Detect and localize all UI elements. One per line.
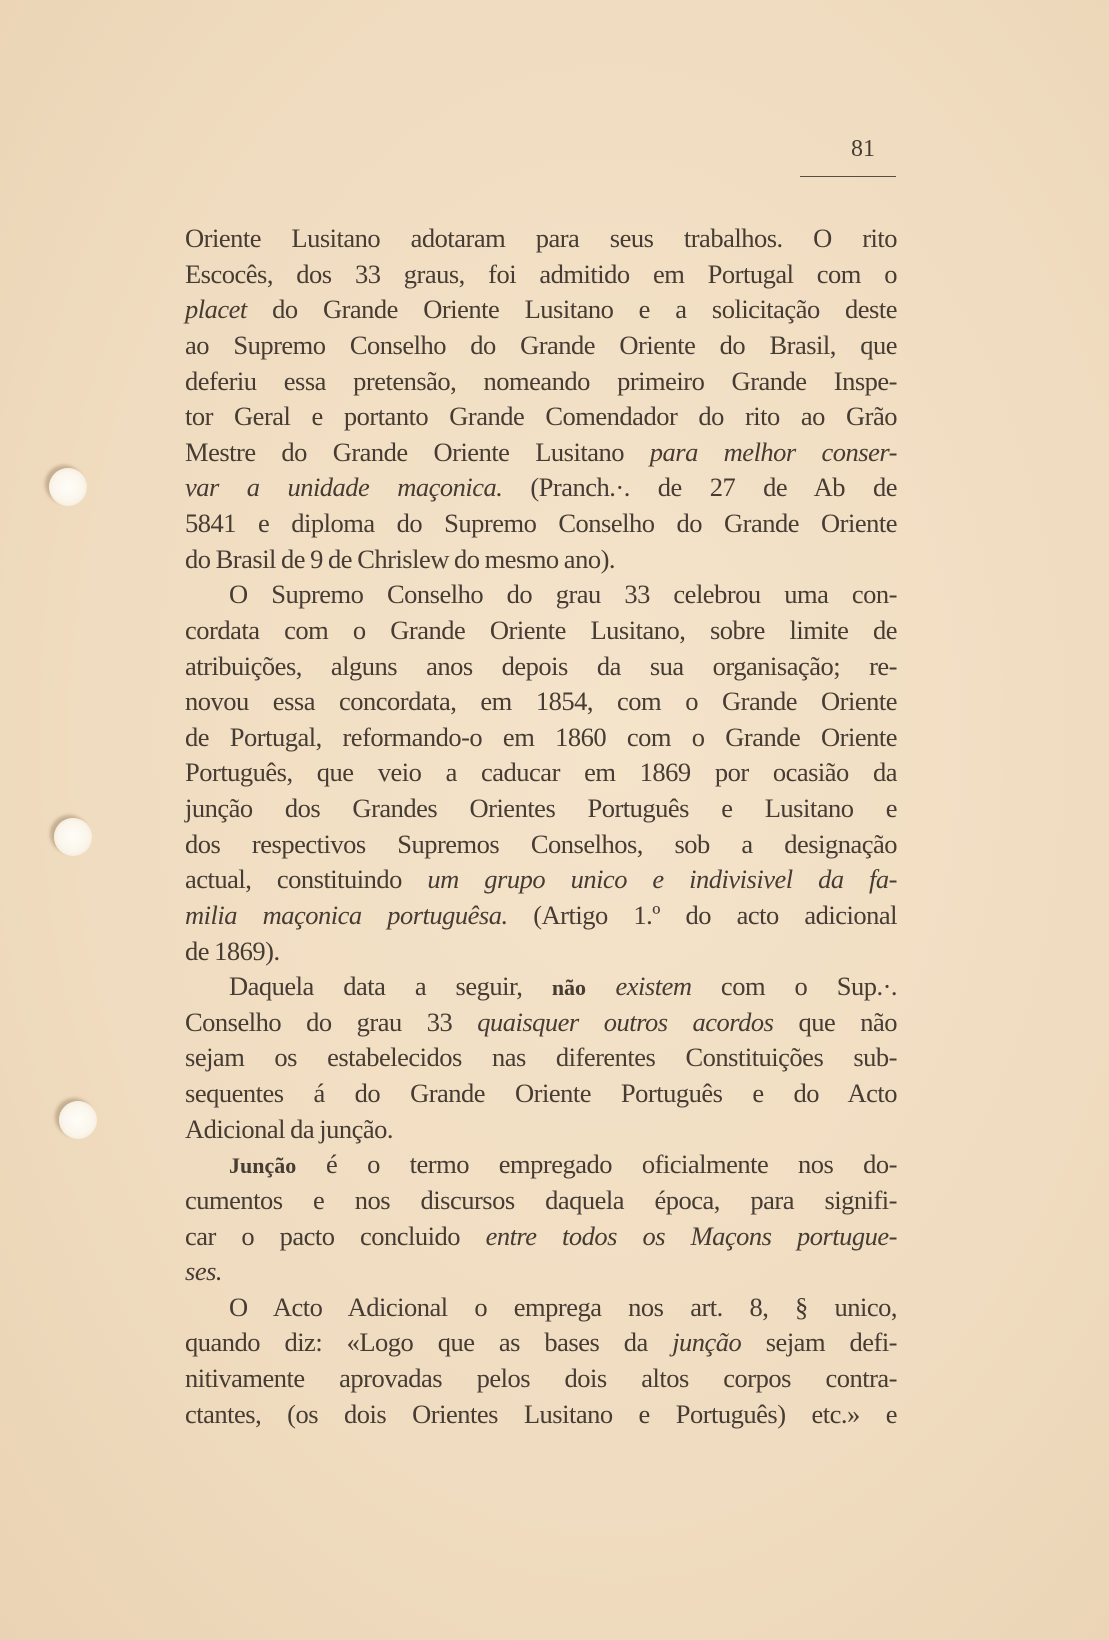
- page-number: 81: [851, 136, 875, 162]
- text-line: [185, 1361, 897, 1397]
- text-segment: do Grande Oriente Lusitano e a solicitação deste: [246, 294, 897, 325]
- page-number-rule: [800, 176, 896, 177]
- italic-text: milia maçonica portuguêsa.: [185, 899, 508, 930]
- italic-text: junção: [672, 1327, 742, 1358]
- italic-text: um grupo unico e indivisivel da fa-: [427, 864, 897, 895]
- text-segment: do Brasil de 9 de Chrislew do mesmo ano).: [185, 543, 616, 574]
- text-segment: ctantes, (os dois Orientes Lusitano e Português) etc.» e: [185, 1398, 897, 1429]
- italic-text: entre todos os Maçons portugue-: [485, 1220, 897, 1251]
- text-line: [185, 1325, 897, 1361]
- text-line: [185, 1254, 897, 1290]
- italic-text: existem: [615, 971, 692, 1002]
- italic-text: placet: [185, 294, 247, 325]
- text-segment: com o Sup.·.: [691, 971, 898, 1002]
- text-line: [185, 257, 897, 293]
- italic-text: ses.: [185, 1256, 223, 1287]
- text-line: [185, 969, 897, 1005]
- text-segment: (Artigo 1.º do acto adicional: [507, 899, 897, 930]
- text-segment: ao Supremo Conselho do Grande Oriente do Brasil, que: [185, 329, 897, 360]
- text-line: [185, 755, 897, 791]
- text-segment: nitivamente aprovadas pelos dois altos corpos contra-: [185, 1363, 897, 1393]
- text-segment: quando diz: «Logo que as bases da: [185, 1327, 673, 1358]
- text-line: [185, 1040, 897, 1076]
- italic-text: para melhor conser-: [649, 436, 897, 467]
- text-segment: O Acto Adicional o emprega nos art. 8, § unico,: [229, 1291, 897, 1322]
- punch-hole: [59, 1101, 97, 1139]
- text-line: [185, 364, 897, 400]
- italic-text: var a unidade maçonica.: [185, 472, 503, 503]
- text-line: [185, 292, 897, 328]
- text-segment: Escocês, dos 33 graus, foi admitido em Portugal com o: [185, 258, 897, 289]
- text-segment: tor Geral e portanto Grande Comendador do rito ao Grão: [185, 401, 897, 432]
- text-segment: deferiu essa pretensão, nomeando primeiro Grande Inspe-: [185, 365, 897, 396]
- text-segment: Português, que veio a caducar em 1869 por ocasião da: [185, 757, 897, 788]
- text-segment: Daquela data a seguir,: [229, 971, 552, 1002]
- text-line: [185, 399, 897, 435]
- text-line: [185, 1076, 897, 1112]
- text-segment: Mestre do Grande Oriente Lusitano: [185, 436, 650, 467]
- text-line: [185, 934, 897, 970]
- text-line: [185, 1397, 897, 1433]
- text-segment: é o termo empregado oficialmente nos do-: [296, 1149, 897, 1180]
- text-segment: actual, constituindo: [185, 864, 428, 895]
- body-text: [185, 221, 897, 1432]
- text-line: [185, 506, 897, 542]
- bold-text: Junção: [229, 1153, 297, 1179]
- text-line: [185, 827, 897, 863]
- text-segment: dos respectivos Supremos Conselhos, sob a designação: [185, 828, 897, 859]
- text-line: [185, 791, 897, 827]
- text-line: [185, 898, 897, 934]
- text-line: [185, 613, 897, 649]
- text-line: [185, 470, 897, 506]
- text-segment: atribuições, alguns anos depois da sua organisação; re-: [185, 650, 897, 681]
- text-line: [185, 1147, 897, 1183]
- text-segment: Adicional da junção.: [185, 1113, 394, 1144]
- punch-hole: [49, 468, 87, 506]
- bold-text: não: [551, 975, 587, 1001]
- text-line: [185, 1005, 897, 1041]
- text-segment: de 1869).: [185, 935, 280, 966]
- text-segment: 5841 e diploma do Supremo Conselho do Grande Oriente: [185, 508, 897, 538]
- text-segment: sejam defi-: [741, 1327, 898, 1358]
- text-segment: de Portugal, reformando-o em 1860 com o Grande Oriente: [185, 721, 897, 752]
- text-segment: (Pranch.·. de 27 de Ab de: [502, 472, 897, 503]
- text-segment: car o pacto concluido: [185, 1220, 486, 1251]
- text-line: [185, 684, 897, 720]
- text-line: [185, 1219, 897, 1255]
- text-segment: sejam os estabelecidos nas diferentes Constituições sub-: [185, 1042, 897, 1073]
- punch-hole: [54, 818, 92, 856]
- text-line: [185, 1290, 897, 1326]
- text-line: [185, 328, 897, 364]
- text-line: [185, 1112, 897, 1148]
- text-line: [185, 577, 897, 613]
- text-segment: cumentos e nos discursos daquela época, para signifi-: [185, 1184, 897, 1215]
- italic-text: quaisquer outros acordos: [477, 1006, 774, 1037]
- text-segment: Oriente Lusitano adotaram para seus trabalhos. O rito: [185, 223, 897, 253]
- text-segment: junção dos Grandes Orientes Português e Lusitano e: [185, 793, 897, 823]
- text-line: [185, 862, 897, 898]
- text-line: [185, 542, 897, 578]
- text-line: [185, 1183, 897, 1219]
- text-segment: Conselho do grau 33: [185, 1006, 478, 1037]
- text-segment: que não: [773, 1006, 897, 1037]
- text-segment: sequentes á do Grande Oriente Português e do Acto: [185, 1078, 897, 1108]
- text-segment: novou essa concordata, em 1854, com o Grande Oriente: [185, 686, 897, 717]
- text-line: [185, 649, 897, 685]
- text-segment: cordata com o Grande Oriente Lusitano, sobre limite de: [185, 614, 897, 645]
- text-segment: O Supremo Conselho do grau 33 celebrou uma con-: [229, 579, 897, 610]
- text-line: [185, 435, 897, 471]
- text-line: [185, 720, 897, 756]
- text-segment: [586, 971, 615, 1001]
- text-line: [185, 221, 897, 257]
